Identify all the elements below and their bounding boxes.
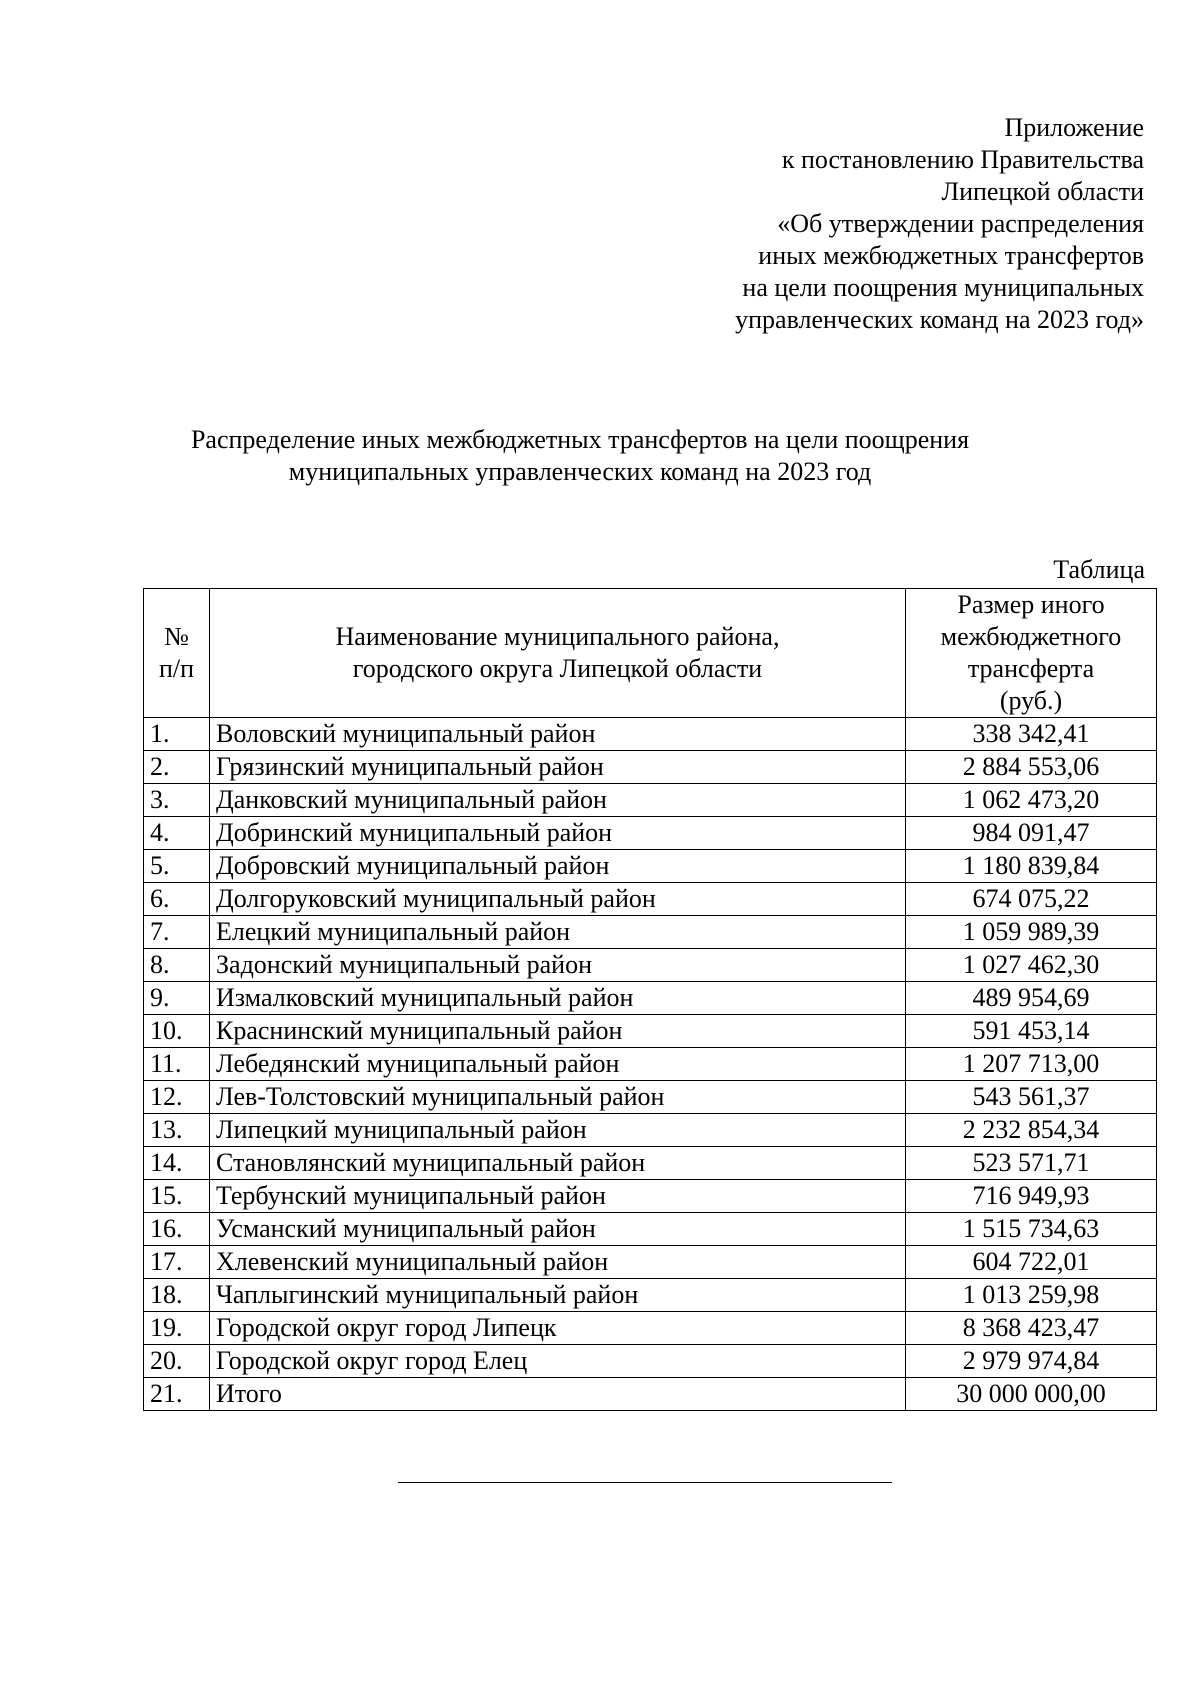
row-number: 16. xyxy=(144,1213,210,1246)
table-caption: Таблица xyxy=(1053,555,1145,584)
row-name: Усманский муниципальный район xyxy=(210,1213,906,1246)
row-number: 5. xyxy=(144,850,210,883)
table-row xyxy=(144,1378,1157,1411)
row-amount: 1 515 734,63 xyxy=(906,1213,1157,1246)
header-name-line: городского округа Липецкой области xyxy=(352,654,763,683)
appendix-line: иных межбюджетных трансфертов xyxy=(758,241,1144,270)
header-name xyxy=(210,589,906,718)
appendix-line: «Об утверждении распределения xyxy=(777,209,1144,238)
row-name: Грязинский муниципальный район xyxy=(210,751,906,784)
row-number: 13. xyxy=(144,1114,210,1147)
row-name: Долгоруковский муниципальный район xyxy=(210,883,906,916)
row-amount: 1 027 462,30 xyxy=(906,949,1157,982)
row-amount: 489 954,69 xyxy=(906,982,1157,1015)
row-amount: 1 059 989,39 xyxy=(906,916,1157,949)
row-number: 17. xyxy=(144,1246,210,1279)
header-name-line: Наименование муниципального района, xyxy=(335,622,780,651)
table-row xyxy=(144,1015,1157,1048)
header-amount-line: межбюджетного xyxy=(940,622,1122,651)
header-amount xyxy=(906,589,1157,718)
table-row xyxy=(144,751,1157,784)
row-number: 11. xyxy=(144,1048,210,1081)
row-amount: 8 368 423,47 xyxy=(906,1312,1157,1345)
row-name: Городской округ город Липецк xyxy=(210,1312,906,1345)
row-name: Городской округ город Елец xyxy=(210,1345,906,1378)
row-amount: 1 207 713,00 xyxy=(906,1048,1157,1081)
header-number-line: № xyxy=(164,622,189,651)
table-row xyxy=(144,850,1157,883)
table-row xyxy=(144,982,1157,1015)
row-amount: 1 180 839,84 xyxy=(906,850,1157,883)
table-row xyxy=(144,784,1157,817)
row-amount: 2 884 553,06 xyxy=(906,751,1157,784)
row-number: 6. xyxy=(144,883,210,916)
header-amount-line: трансферта xyxy=(967,654,1095,683)
table-body xyxy=(144,718,1157,1411)
row-number: 18. xyxy=(144,1279,210,1312)
row-amount: 1 062 473,20 xyxy=(906,784,1157,817)
table-row xyxy=(144,1180,1157,1213)
row-number: 7. xyxy=(144,916,210,949)
row-amount: 674 075,22 xyxy=(906,883,1157,916)
row-number: 19. xyxy=(144,1312,210,1345)
table-row xyxy=(144,718,1157,751)
document-title xyxy=(140,424,1020,488)
title-line: муниципальных управленческих команд на 2023 год xyxy=(288,457,872,486)
row-name: Добринский муниципальный район xyxy=(210,817,906,850)
row-number: 10. xyxy=(144,1015,210,1048)
row-name: Добровский муниципальный район xyxy=(210,850,906,883)
row-amount: 604 722,01 xyxy=(906,1246,1157,1279)
row-number: 20. xyxy=(144,1345,210,1378)
table-row xyxy=(144,817,1157,850)
row-name: Измалковский муниципальный район xyxy=(210,982,906,1015)
row-name: Лебедянский муниципальный район xyxy=(210,1048,906,1081)
row-number: 8. xyxy=(144,949,210,982)
row-amount: 716 949,93 xyxy=(906,1180,1157,1213)
table-row xyxy=(144,1312,1157,1345)
row-number: 15. xyxy=(144,1180,210,1213)
header-number xyxy=(144,589,210,718)
table-header-row xyxy=(144,589,1157,718)
row-name: Тербунский муниципальный район xyxy=(210,1180,906,1213)
transfers-table xyxy=(143,588,1157,1411)
table-row xyxy=(144,1081,1157,1114)
table-row xyxy=(144,1279,1157,1312)
table-row xyxy=(144,1114,1157,1147)
row-amount: 523 571,71 xyxy=(906,1147,1157,1180)
table-row xyxy=(144,1345,1157,1378)
table-row xyxy=(144,1213,1157,1246)
row-number: 21. xyxy=(144,1378,210,1411)
table-row xyxy=(144,949,1157,982)
row-name: Данковский муниципальный район xyxy=(210,784,906,817)
appendix-line: на цели поощрения муниципальных xyxy=(742,273,1144,302)
row-number: 9. xyxy=(144,982,210,1015)
table-row xyxy=(144,1246,1157,1279)
row-name: Чаплыгинский муниципальный район xyxy=(210,1279,906,1312)
row-amount: 591 453,14 xyxy=(906,1015,1157,1048)
row-name: Итого xyxy=(210,1378,906,1411)
appendix-line: Липецкой области xyxy=(941,177,1144,206)
row-amount: 2 232 854,34 xyxy=(906,1114,1157,1147)
row-name: Лев-Толстовский муниципальный район xyxy=(210,1081,906,1114)
row-name: Становлянский муниципальный район xyxy=(210,1147,906,1180)
row-number: 12. xyxy=(144,1081,210,1114)
header-amount-line: (руб.) xyxy=(999,686,1063,715)
table-row xyxy=(144,916,1157,949)
row-name: Краснинский муниципальный район xyxy=(210,1015,906,1048)
row-amount: 338 342,41 xyxy=(906,718,1157,751)
table-row xyxy=(144,883,1157,916)
row-amount: 2 979 974,84 xyxy=(906,1345,1157,1378)
appendix-line: к постановлению Правительства xyxy=(781,145,1144,174)
row-amount: 984 091,47 xyxy=(906,817,1157,850)
row-name: Воловский муниципальный район xyxy=(210,718,906,751)
row-number: 3. xyxy=(144,784,210,817)
row-number: 4. xyxy=(144,817,210,850)
row-number: 2. xyxy=(144,751,210,784)
table-row xyxy=(144,1147,1157,1180)
appendix-line: управленческих команд на 2023 год» xyxy=(735,305,1144,334)
appendix-line: Приложение xyxy=(1004,113,1144,142)
title-line: Распределение иных межбюджетных трансфертов на цели поощрения xyxy=(190,425,970,454)
row-amount: 30 000 000,00 xyxy=(906,1378,1157,1411)
header-amount-line: Размер иного xyxy=(957,590,1105,619)
row-amount: 1 013 259,98 xyxy=(906,1279,1157,1312)
row-name: Елецкий муниципальный район xyxy=(210,916,906,949)
row-number: 1. xyxy=(144,718,210,751)
row-number: 14. xyxy=(144,1147,210,1180)
table-row xyxy=(144,1048,1157,1081)
row-name: Задонский муниципальный район xyxy=(210,949,906,982)
row-amount: 543 561,37 xyxy=(906,1081,1157,1114)
closing-divider xyxy=(398,1482,892,1483)
header-number-line: п/п xyxy=(158,654,195,683)
row-name: Липецкий муниципальный район xyxy=(210,1114,906,1147)
appendix-block xyxy=(544,112,1144,336)
row-name: Хлевенский муниципальный район xyxy=(210,1246,906,1279)
